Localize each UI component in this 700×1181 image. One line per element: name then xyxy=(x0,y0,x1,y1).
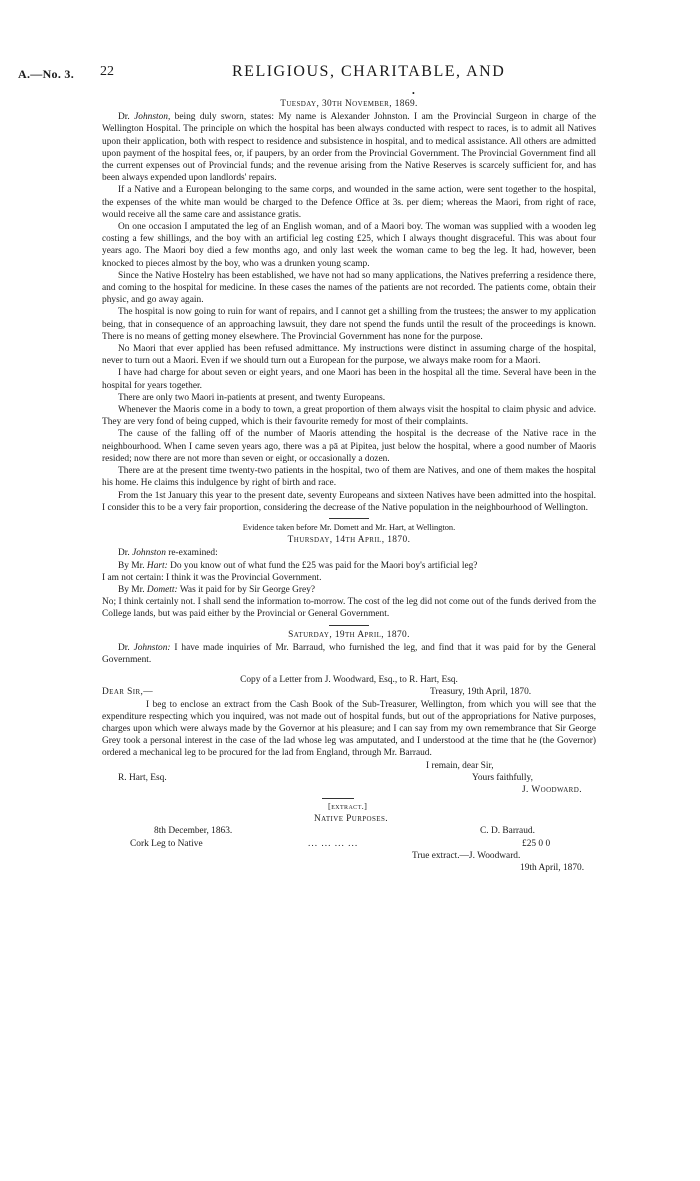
section-heading: Evidence taken before Mr. Domett and Mr. Hart, at Wellington. xyxy=(242,522,456,532)
header-mark: • xyxy=(412,89,415,98)
paragraph: On one occasion I amputated the leg of an English woman, and of a Maori boy. The woman was supplied with a wooden leg costing a few shillings, and the boy with an artificial leg costing £25, which I always thought disgraceful. This was about four years ago. The Maori boy died a few months ago, and only last week the woman came to beg the leg. It had, however, been knocked to pieces almost by the boy, who was a drunken young scamp. xyxy=(102,222,596,269)
paragraph: Since the Native Hostelry has been established, we have not had so many applications, the Natives preferring a residence there, and coming to the hospital for medicine. In these cases the names of the patients are not recorded. The patients come, obtain their physic, and go away again. xyxy=(102,270,596,306)
document-body xyxy=(102,98,596,874)
paper-reference: A.—No. 3. xyxy=(18,67,75,81)
true-extract: True extract.—J. Woodward. xyxy=(412,850,521,861)
paragraph: From the 1st January this year to the present date, seventy Europeans and sixteen Natives have been admitted into the hospital. I consider this to be a very fair proportion, considering the decrease of the Native population in the neighbourhood of Wellington. xyxy=(102,490,596,513)
paragraph: The hospital is now going to ruin for want of repairs, and I cannot get a shilling from the trustees; the answer to my application being, that in consequence of an approaching lawsuit, they dare not spend the funds until the result of the proceedings is known. There is no means of getting money elsewhere. The Provincial Government has none for the purpose. xyxy=(102,307,596,342)
divider-rule xyxy=(322,798,354,799)
paragraph: There are at the present time twenty-two patients in the hospital, two of them are Natives, and one of them makes the hospital his home. He claims this indulgence by right of birth and race. xyxy=(102,466,596,489)
testimony-line: I am not certain: I think it was the Provincial Government. xyxy=(102,572,322,583)
extract-title-row xyxy=(102,813,596,825)
section-date: Saturday, 19th April, 1870. xyxy=(288,629,410,640)
paragraph: Whenever the Maoris come in a body to town, a great proportion of them always visit the hospital to claim physic and advice. They are very fond of being cupped, which is their favourite remedy for most of their complaints. xyxy=(102,405,596,428)
letter-closing: I remain, dear Sir, xyxy=(426,760,494,771)
paragraph: The cause of the falling off of the number of Maoris attending the hospital is the decrease of the Native race in the neighbourhood. When I came seven years ago, there was a pā at Pipitea, just below the hospital, where a good number of Maoris resided; now there are not more than seven or eight, or occasionally a dozen. xyxy=(102,429,596,464)
true-extract-row xyxy=(102,850,596,862)
divider-rule xyxy=(329,518,369,519)
paragraph: If a Native and a European belonging to the same corps, and wounded in the same action, were sent together to the hospital, the expenses of the white man would be charged to the Defence Office at 3s. per diem; whereas the Maori, from right of race, would receive all the same care and assistance gratis. xyxy=(102,185,596,220)
letter-closing-row xyxy=(102,760,596,772)
testimony-line: Dr. Johnston re-examined: xyxy=(118,548,218,559)
section-date: Thursday, 14th April, 1870. xyxy=(287,535,411,546)
page-header xyxy=(0,63,700,86)
extract-item: Cork Leg to Native xyxy=(130,838,203,849)
letter-addressee: R. Hart, Esq. xyxy=(118,772,167,783)
extract-payee: C. D. Barraud. xyxy=(480,826,535,837)
letter-complimentary: Yours faithfully, xyxy=(472,772,533,783)
testimony-line: By Mr. Hart: Do you know out of what fund the £25 was paid for the Maori boy's artificial leg? xyxy=(118,560,478,571)
extract-leader-dots: ... ... ... ... xyxy=(308,838,359,849)
paragraph: I have had charge for about seven or eight years, and one Maori has been in the hospital all the time. Several have been in the hospital for years together. xyxy=(102,368,596,391)
paragraph: Dr. Johnston, being duly sworn, states: My name is Alexander Johnston. I am the Provincial Surgeon in charge of the Wellington Hospital. The principle on which the hospital has been always conducted with respect to races, is to admit all Natives upon their application, both with respect to residence and subsistence in hospital, and to medical assistance. All others are admitted upon payment of the hospital fees, or, if paupers, by an order from the Provincial Government. The Provincial Government find all the current expenses out of Provincial funds; and the revenue arising from the Native Reserves is scarcely sufficient for, and has been always expended upon landlords' repairs. xyxy=(102,112,596,184)
testimony-line: By Mr. Domett: Was it paid for by Sir George Grey? xyxy=(118,584,316,595)
extract-item-row xyxy=(102,838,596,850)
paragraph: No Maori that ever applied has been refused admittance. My instructions were distinct in assuming charge of the hospital, never to turn out a Maori. Even if we should turn out a European for the purpose, we always make room for a Maori. xyxy=(102,344,596,367)
extract-entry-date: 8th December, 1863. xyxy=(154,826,233,837)
extract-label-row xyxy=(102,801,596,813)
letter-heading: Copy of a Letter from J. Woodward, Esq., to R. Hart, Esq. xyxy=(240,675,458,686)
letter-salutation: Dear Sir,— xyxy=(102,687,154,698)
extract-date: 19th April, 1870. xyxy=(520,863,585,874)
letter-body: I beg to enclose an extract from the Cash Book of the Sub-Treasurer, Wellington, from which you will see that the expenditure respecting which you inquired, was not made out of hospital funds, but out of the appropriations for Native purposes, charges upon which were always made by the Governor at his pleasure; and I can say from my own remembrance that Sir George Grey took a personal interest in the case of the lad whose leg was amputated, and I understood at the time that he (the Governor) ordered a mechanical leg to be procured for the lad from England, through Mr. Barraud. xyxy=(102,699,596,759)
extract-date-row xyxy=(102,862,596,874)
letter-salutation-row xyxy=(102,686,596,698)
testimony-line: No; I think certainly not. I shall send the information to-morrow. The cost of the leg did not come out of the funds derived from the College lands, but was paid either by the Provincial or General Government. xyxy=(102,597,596,620)
letter-signature-row xyxy=(102,784,596,796)
extract-label: [extract.] xyxy=(328,802,368,812)
page-number: 22 xyxy=(100,64,114,79)
extract-title: Native Purposes. xyxy=(314,814,389,825)
letter-dateline: Treasury, 19th April, 1870. xyxy=(430,687,532,698)
running-title: RELIGIOUS, CHARITABLE, AND xyxy=(232,63,506,80)
divider-rule xyxy=(329,625,369,626)
letter-signature: J. Woodward. xyxy=(522,784,582,795)
extract-amount: £25 0 0 xyxy=(522,838,551,849)
section-date: Tuesday, 30th November, 1869. xyxy=(280,99,418,109)
paragraph: Dr. Johnston: I have made inquiries of Mr. Barraud, who furnished the leg, and find that it was paid for by the General Government. xyxy=(102,642,596,665)
extract-entry-row xyxy=(102,825,596,837)
paragraph: There are only two Maori in-patients at present, and twenty Europeans. xyxy=(118,392,386,403)
letter-address-row xyxy=(102,772,596,784)
